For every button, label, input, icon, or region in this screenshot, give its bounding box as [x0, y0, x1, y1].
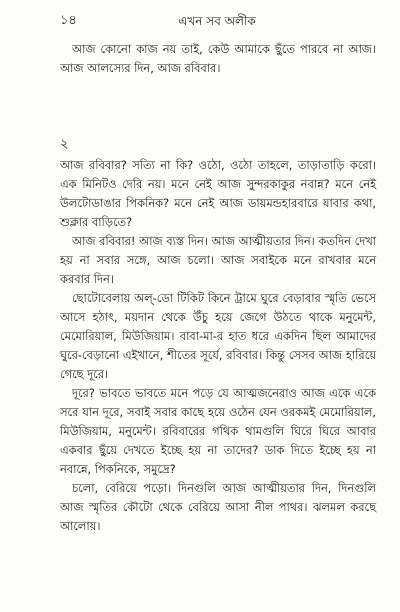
- paragraph: চলো, বেরিয়ে পড়ো। দিনগুলি আজ আত্মীয়তার দিন, দিনগুলি আজ স্মৃতির কৌটো থেকে বেরিয়ে আসা নীল পাথর। ঝলমল করছে আলোয়।: [60, 481, 376, 533]
- page-header: [60, 12, 374, 32]
- intro-text-block: [60, 40, 376, 78]
- intro-paragraph: আজ কোনো কাজ নয় তাই, কেউ আমাকে ছুঁতে পারবে না আজ। আজ আলস্যের দিন, আজ রবিবার।: [60, 42, 376, 75]
- paragraph: আজ রবিবার? সত্যি না কি? ওঠো, ওঠো তাহলে, তাড়াতাড়ি করো। এক মিনিটও দেরি নয়। মনে নেই আজ সুন্দরকাকুর নবান্ন? মনে নেই উলটোডাঙার পিকনিক? মনে নেই আজ ডায়মন্ডহারবারে যাবার কথা, শুক্লার বাড়িতে?: [60, 158, 376, 229]
- section-number: ২: [60, 137, 69, 152]
- section-text-block: [60, 156, 376, 536]
- paragraph: দূরে? ভাবতে ভাবতে মনে পড়ে যে আত্মজনেরাও আজ একে একে সরে যান দূরে, সবাই সবার কাছে হয়ে ওঠেন যেন ওরকমই মেমোরিয়াল, মিউজিয়াম, মনুমেন্ট। রবিবারের গথিক থামগুলি ঘিরে ঘিরে আবার একবার ছুঁয়ে দেখতে ইচ্ছে হয় না তাদের? ডাক দিতে ইচ্ছে হয় না নবান্নে, পিকনিকে, সমুদ্রে?: [60, 386, 376, 476]
- paragraph: ছোটোবেলায় অল্-ডো টিকিট কিনে ট্রামে ঘুরে বেড়াবার স্মৃতি ভেসে আসে হঠাৎ, ময়দান থেকে উঁচু হয়ে জেগে উঠতে থাকে মনুমেন্ট, মেমোরিয়াল, মিউজিয়াম। বাবা-মা-র হাত ধরে একদিন ছিল আমাদের ঘুরে-বেড়ানো এইখানে, শীতের সূর্যে, রবিবার। কিন্তু সেসব আজ হারিয়ে গেছে দূরে।: [60, 291, 376, 381]
- page-number: ১৪: [60, 13, 77, 28]
- running-title: এখন সব অলীক: [178, 14, 256, 28]
- paragraph: আজ রবিবার! আজ ব্যস্ত দিন। আজ আত্মীয়তার দিন। কতদিন দেখা হয় না সবার সঙ্গে, আজ চলো। আজ সবাইকে মনে রাখবার মনে করবার দিন।: [60, 234, 376, 286]
